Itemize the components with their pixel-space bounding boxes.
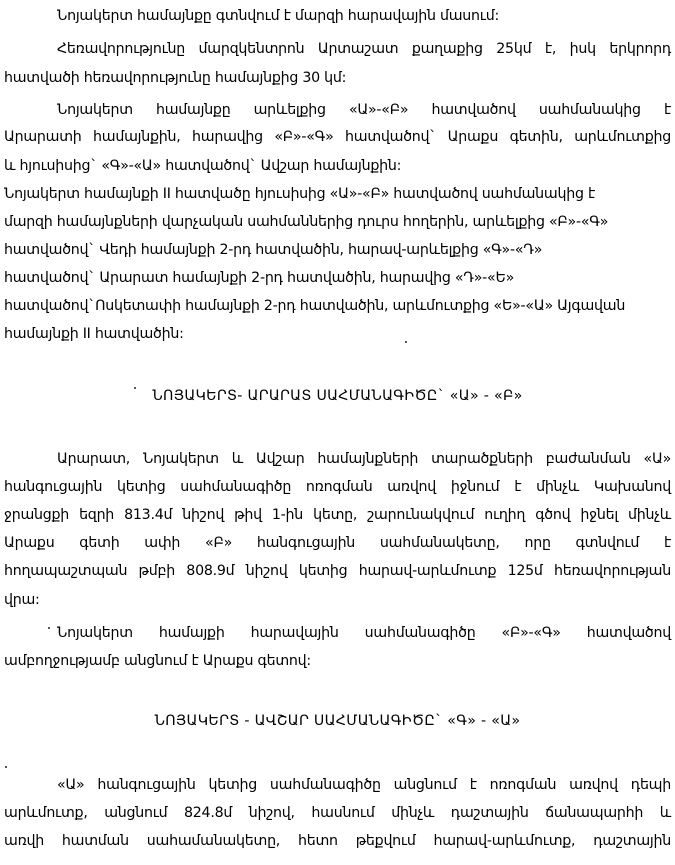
paragraph-line: Արարատ, Նոյակերտ և Ավշար համայնքների տարածքների բաժանման «Ա»: [57, 451, 671, 467]
paragraph-line: արևմուտք, անցնում 824.8մ նիշով, հասնում մինչև դաշտային ճանապարհի և: [4, 805, 671, 821]
paragraph-line: ջրանցքի եզրի 813.4մ նիշով թիվ 1-ին կետը, շարունակվում ուղիղ գծով իջնել մինչև: [4, 507, 671, 523]
paragraph-line: Հեռավորությունը մարզկենտրոն Արտաշատ քաղաքից 25կմ է, իսկ երկրորդ: [57, 41, 671, 57]
paragraph-line: առվի հատման սահամանակետը, հետո թեքվում հարավ-արևմուտք, դաշտային: [4, 833, 671, 849]
paragraph-line: հողապաշտպան թմբի 808.9մ նիշով կետից հարավ-արևմուտք 125մ հեռավորության: [4, 563, 671, 579]
paragraph-line: Արաքս գետի ափի «Բ» հանգուցային սահմանակետը, որը գտնվում է: [4, 535, 671, 551]
paragraph-line: մարզի համայնքների վարչական սահմաններից դուրս հողերին, արևելքից «Բ»-«Գ»: [4, 214, 609, 230]
paragraph-line: և հյուսիսից` «Գ»-«Ա» հատվածով` Ավշար համայնքին:: [4, 158, 402, 174]
section-heading-noyakert-avshar: ՆՈՅԱԿԵՐՏ - ԱՎՇԱՐ ՍԱՀՄԱՆԱԳԻԾԸ` «Գ» - «Ա»: [154, 713, 521, 729]
paragraph-line: Արարատի համայնքին, հարավից «Բ»-«Գ» հատվածով` Արաքս գետին, արևմուտքից: [4, 129, 671, 145]
scan-speck: [405, 341, 407, 343]
paragraph-line: հատվածի հեռավորությունը համայնքից 30 կմ:: [4, 70, 347, 86]
paragraph-line: «Ա» հանգուցային կետից սահմանագիծը անցնում է ոռոգման առվով դեպի: [57, 777, 671, 793]
paragraph-line: ամբողջությամբ անցնում է Արաքս գետով:: [4, 653, 311, 669]
paragraph-line: Նոյակերտ համայքի հարավային սահմանագիծը «Բ»-«Գ» հատվածով: [57, 625, 671, 641]
paragraph-line: հատվածով`Ոսկետափի համայնքի 2-րդ հատվածին, արևմուտքից «Ե»-«Ա» Այգավան: [4, 298, 626, 314]
scan-speck: [48, 627, 50, 629]
paragraph-line: Նոյակերտ համայնքը արևելքից «Ա»-«Բ» հատվածով սահմանակից է: [57, 102, 671, 118]
paragraph-line: վրա:: [4, 592, 40, 608]
paragraph-line: հատվածով` Արարատ համայնքի 2-րդ հատվածին, հարավից «Դ»-«Ե»: [4, 270, 515, 286]
paragraph-line: համայնքի II հատվածին:: [4, 326, 184, 342]
section-heading-noyakert-ararat: ՆՈՅԱԿԵՐՏ- ԱՐԱՐԱՏ ՍԱՀՄԱՆԱԳԻԾԸ` «Ա» - «Բ»: [152, 388, 523, 404]
paragraph-line: հանգուցային կետից սահմանագիծը ոռոգման առվով իջնում է մինչև Կախանով: [4, 479, 671, 495]
paragraph-line: հատվածով` Վեդի համայնքի 2-րդ հատվածին, հարավ-արևելքից «Գ»-«Դ»: [4, 242, 543, 258]
paragraph-line: Նոյակերտ համայնքը գտնվում է մարզի հարավային մասում:: [57, 8, 499, 24]
paragraph-line: Նոյակերտ համայնքի II հատվածը հյուսիսից «Ա»-«Բ» հատվածով սահմանակից է: [4, 186, 595, 202]
scan-speck: [5, 766, 7, 768]
scan-speck: [134, 387, 136, 389]
